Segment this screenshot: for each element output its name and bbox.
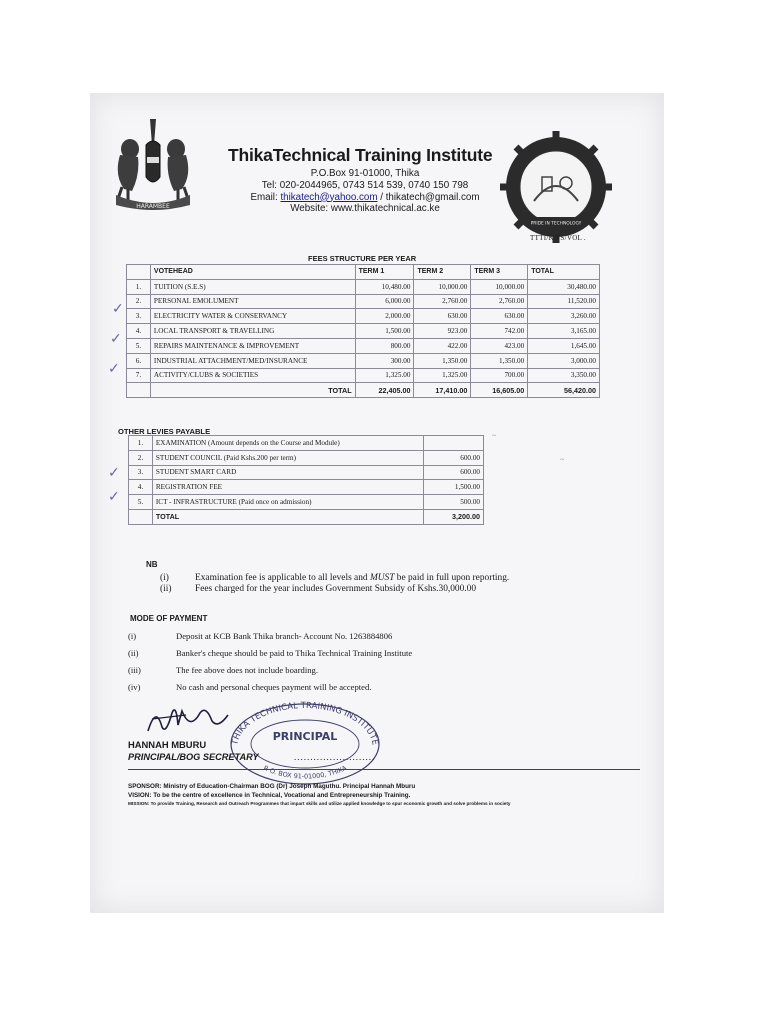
table-row xyxy=(127,353,600,368)
term3-cell: 700.00 xyxy=(471,368,528,383)
table-header-row xyxy=(127,265,600,280)
term2-cell: 1,325.00 xyxy=(414,368,471,383)
row-index: 5. xyxy=(129,495,153,510)
term1-cell: 300.00 xyxy=(355,353,414,368)
payment-mode-list xyxy=(128,628,412,696)
other-levies-table xyxy=(128,435,484,525)
website: Website: www.thikatechnical.ac.ke xyxy=(290,203,440,215)
vision-line: VISION: To be the centre of excellence in Technical, Vocational and Entrepreneurship Training. xyxy=(128,792,411,799)
stamp-center-text: PRINCIPAL xyxy=(272,730,338,743)
levy-cell: STUDENT SMART CARD xyxy=(152,465,423,480)
institute-address-block xyxy=(230,168,500,215)
term2-cell: 630.00 xyxy=(414,309,471,324)
payment-item xyxy=(128,662,412,679)
row-index: 1. xyxy=(129,436,153,451)
total-cell: 11,520.00 xyxy=(528,294,600,309)
term3-cell: 2,760.00 xyxy=(471,294,528,309)
term1-cell: 800.00 xyxy=(355,338,414,353)
votehead-cell: REPAIRS MAINTENANCE & IMPROVEMENT xyxy=(150,338,355,353)
postal-address: P.O.Box 91-01000, Thika xyxy=(310,168,420,179)
fees-table-title: FEES STRUCTURE PER YEAR xyxy=(308,254,417,263)
reference-number: TTTI/K/FS/VOL . xyxy=(530,234,586,242)
payment-item-text: The fee above does not include boarding. xyxy=(176,665,318,675)
total-cell: 30,480.00 xyxy=(528,279,600,294)
handwritten-signature xyxy=(142,701,232,741)
nb-item-text: Fees charged for the year includes Government Subsidy of Kshs.30,000.00 xyxy=(195,583,477,594)
email-separator: / xyxy=(377,191,386,203)
email-gmail: thikatech@gmail.com xyxy=(385,191,480,203)
nb-item-emphasis: MUST xyxy=(369,573,395,583)
votehead-cell: ELECTRICITY WATER & CONSERVANCY xyxy=(150,309,355,324)
row-index: 5. xyxy=(127,338,151,353)
row-index: 1. xyxy=(127,279,151,294)
term3-cell: 1,350.00 xyxy=(471,353,528,368)
column-header: TOTAL xyxy=(528,265,600,280)
payment-item-text: No cash and personal cheques payment will be accepted. xyxy=(176,682,372,692)
email-label: Email: xyxy=(250,191,278,203)
votehead-cell: LOCAL TRANSPORT & TRAVELLING xyxy=(150,324,355,339)
row-index: 2. xyxy=(129,450,153,465)
nb-title: NB xyxy=(146,560,158,569)
total-cell: 1,645.00 xyxy=(528,338,600,353)
stamp-ring-text: THIKA TECHNICAL TRAINING INSTITUTE xyxy=(230,700,380,746)
term2-cell: 422.00 xyxy=(414,338,471,353)
term3-cell: 423.00 xyxy=(471,338,528,353)
total-label: TOTAL xyxy=(150,383,355,398)
payment-item-number: (iv) xyxy=(128,682,141,692)
term1-total: 22,405.00 xyxy=(355,383,414,398)
term2-total: 17,410.00 xyxy=(414,383,471,398)
table-row xyxy=(129,436,484,451)
sponsor-line: SPONSOR: Ministry of Education-Chairman BOG (Dr) Joseph Maguthu. Principal Hannah Mburu xyxy=(128,783,416,790)
nb-item-text: Examination fee is applicable to all levels and xyxy=(195,573,370,583)
mission-line: MISSION: To provide Training, Research and Outreach Programmes that impart skills and utilize applied knowledge to spur economic growth and solve problems in society xyxy=(128,801,511,806)
levies-total: 3,200.00 xyxy=(424,509,484,524)
grand-total: 56,420.00 xyxy=(528,383,600,398)
column-header xyxy=(127,265,151,280)
telephone: Tel: 020-2044965, 0743 514 539, 0740 150 798 xyxy=(261,179,469,191)
payment-item xyxy=(128,679,412,696)
term1-cell: 2,000.00 xyxy=(355,309,414,324)
term1-cell: 1,500.00 xyxy=(355,324,414,339)
column-header: TERM 3 xyxy=(471,265,528,280)
table-row xyxy=(127,338,600,353)
amount-cell: 500.00 xyxy=(424,495,484,510)
levy-cell: STUDENT COUNCIL (Paid Kshs.200 per term) xyxy=(152,450,423,465)
term1-cell: 10,480.00 xyxy=(355,279,414,294)
handwritten-tick-mark: ✓ xyxy=(108,466,120,481)
amount-cell xyxy=(424,436,484,451)
signatory-name: HANNAH MBURU xyxy=(128,739,207,750)
votehead-cell: ACTIVITY/CLUBS & SOCIETIES xyxy=(150,368,355,383)
payment-item xyxy=(128,645,412,662)
total-cell: 3,165.00 xyxy=(528,324,600,339)
fees-structure-table xyxy=(126,264,600,398)
row-index: 7. xyxy=(127,368,151,383)
pencil-note: ~ xyxy=(492,431,497,440)
nb-item xyxy=(160,573,509,584)
footer-divider xyxy=(128,769,640,770)
row-index xyxy=(129,509,153,524)
total-row xyxy=(129,509,484,524)
principal-stamp xyxy=(225,696,385,786)
table-row xyxy=(129,450,484,465)
email-line xyxy=(230,192,500,204)
total-label: TOTAL xyxy=(152,509,423,524)
handwritten-tick-mark: ✓ xyxy=(108,490,120,505)
term2-cell: 10,000.00 xyxy=(414,279,471,294)
table-row xyxy=(127,279,600,294)
stamp-bottom-text: P. O. BOX 91-01000, THIKA xyxy=(262,763,348,781)
amount-cell: 600.00 xyxy=(424,450,484,465)
amount-cell: 1,500.00 xyxy=(424,480,484,495)
levy-cell: ICT - INFRASTRUCTURE (Paid once on admission) xyxy=(152,495,423,510)
table-row xyxy=(129,465,484,480)
institute-name: ThikaTechnical Training Institute xyxy=(228,145,493,165)
payment-item-text: Banker's cheque should be paid to Thika Technical Training Institute xyxy=(176,648,413,658)
handwritten-tick-mark: ✓ xyxy=(110,332,122,347)
row-index: 6. xyxy=(127,353,151,368)
total-cell: 3,260.00 xyxy=(528,309,600,324)
table-row xyxy=(127,294,600,309)
fee-structure-document xyxy=(90,93,664,913)
column-header: TERM 2 xyxy=(414,265,471,280)
row-index: 3. xyxy=(129,465,153,480)
term2-cell: 1,350.00 xyxy=(414,353,471,368)
nb-list xyxy=(160,573,509,594)
term2-cell: 2,760.00 xyxy=(414,294,471,309)
column-header: TERM 1 xyxy=(355,265,414,280)
amount-cell: 600.00 xyxy=(424,465,484,480)
term2-cell: 923.00 xyxy=(414,324,471,339)
seal-motto: PRIDE IN TECHNOLOGY xyxy=(530,221,582,227)
payment-item-number: (ii) xyxy=(128,648,139,658)
term1-cell: 1,325.00 xyxy=(355,368,414,383)
email-link-yahoo[interactable]: thikatech@yahoo.com xyxy=(280,191,378,203)
handwritten-tick-mark: ✓ xyxy=(108,362,120,377)
total-cell: 3,350.00 xyxy=(528,368,600,383)
nb-item-number: (ii) xyxy=(160,583,172,594)
votehead-cell: INDUSTRIAL ATTACHMENT/MED/INSURANCE xyxy=(150,353,355,368)
signature-dotted-line: ......................... xyxy=(294,752,376,762)
table-row xyxy=(129,480,484,495)
handwritten-tick-mark: ✓ xyxy=(112,302,124,317)
term3-cell: 742.00 xyxy=(471,324,528,339)
signatory-role: PRINCIPAL/BOG SECRETARY xyxy=(128,752,259,762)
payment-item-number: (i) xyxy=(128,631,137,641)
table-row xyxy=(127,368,600,383)
votehead-cell: PERSONAL EMOLUMENT xyxy=(150,294,355,309)
term1-cell: 6,000.00 xyxy=(355,294,414,309)
term3-cell: 630.00 xyxy=(471,309,528,324)
payment-mode-title: MODE OF PAYMENT xyxy=(130,614,208,623)
term3-cell: 10,000.00 xyxy=(471,279,528,294)
row-index xyxy=(127,383,151,398)
total-row xyxy=(127,383,600,398)
kenya-coat-of-arms-icon xyxy=(110,115,196,215)
nb-item-number: (i) xyxy=(160,573,169,583)
levy-cell: REGISTRATION FEE xyxy=(152,480,423,495)
votehead-cell: TUITION (S.E.S) xyxy=(150,279,355,294)
payment-item-text: Deposit at KCB Bank Thika branch- Account No. 1263884806 xyxy=(176,631,393,641)
table-row xyxy=(127,324,600,339)
row-index: 2. xyxy=(127,294,151,309)
column-header: VOTEHEAD xyxy=(150,265,355,280)
nb-item xyxy=(160,584,509,595)
row-index: 4. xyxy=(129,480,153,495)
payment-item xyxy=(128,628,412,645)
pencil-note: ~ xyxy=(560,455,565,464)
row-index: 3. xyxy=(127,309,151,324)
coat-motto: HARAMBEE xyxy=(136,203,170,210)
levy-cell: EXAMINATION (Amount depends on the Course and Module) xyxy=(152,436,423,451)
table-row xyxy=(127,309,600,324)
row-index: 4. xyxy=(127,324,151,339)
institute-seal-icon xyxy=(500,131,612,243)
nb-item-text-end: be paid in full upon reporting. xyxy=(394,573,510,583)
total-cell: 3,000.00 xyxy=(528,353,600,368)
levies-title: OTHER LEVIES PAYABLE xyxy=(118,427,211,436)
payment-item-number: (iii) xyxy=(128,665,141,675)
term3-total: 16,605.00 xyxy=(471,383,528,398)
table-row xyxy=(129,495,484,510)
